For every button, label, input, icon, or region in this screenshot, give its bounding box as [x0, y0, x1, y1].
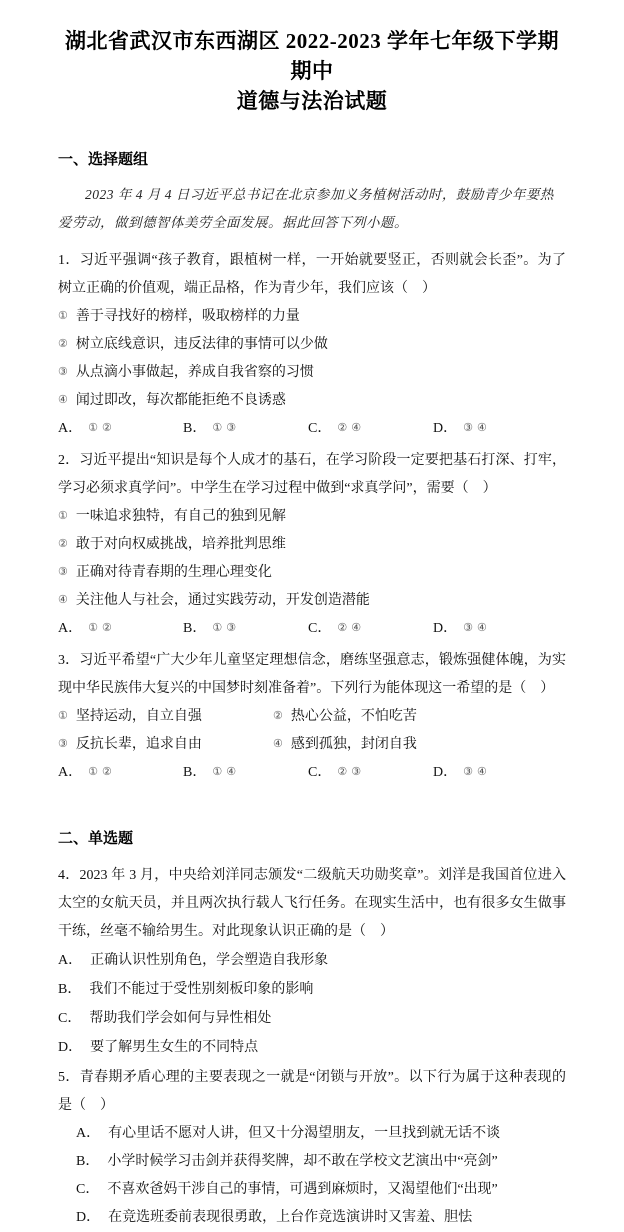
- answer-choice-c: [308, 759, 433, 787]
- answer-numbers: ①④: [212, 766, 241, 778]
- question-5-options: [58, 1120, 566, 1232]
- circled-number-2-icon: ②: [273, 710, 283, 722]
- answer-label: B．: [183, 765, 207, 780]
- option-text: 正确对待青春期的生理心理变化: [75, 565, 272, 580]
- option-text: 在竞选班委前表现很勇敢，上台作竞选演讲时又害羞、胆怯: [108, 1210, 473, 1225]
- question-3-answer-choices: [58, 759, 566, 787]
- answer-numbers: ③④: [463, 422, 491, 434]
- answer-label: A．: [58, 621, 83, 636]
- question-1-answer-choices: [58, 415, 566, 443]
- question-5-option-a: [76, 1120, 566, 1148]
- section-2-heading: 二、单选题: [58, 831, 134, 847]
- circled-number-4-icon: ④: [58, 394, 68, 406]
- document-title-line1: 湖北省武汉市东西湖区 2022-2023 学年七年级下学期期中: [65, 29, 559, 83]
- circled-number-3-icon: ③: [58, 566, 68, 578]
- answer-label: B．: [183, 621, 207, 636]
- circled-number-1-icon: ①: [58, 710, 68, 722]
- question-2-option-3: [58, 559, 566, 587]
- option-text: 感到孤独，封闭自我: [290, 737, 417, 752]
- option-text: 敢于对向权威挑战，培养批判思维: [75, 537, 286, 552]
- answer-choice-d: [433, 759, 558, 787]
- answer-label: D．: [433, 421, 458, 436]
- answer-choice-b: [183, 415, 308, 443]
- option-letter: A．: [76, 1126, 101, 1141]
- question-2-options: [58, 503, 566, 615]
- circled-number-1-icon: ①: [58, 510, 68, 522]
- option-text: 善于寻找好的榜样，吸取榜样的力量: [75, 309, 300, 324]
- circled-number-2-icon: ②: [58, 338, 68, 350]
- question-1-stem: 1．习近平强调“孩子教育，跟植树一样，一开始就要竖正，否则就会长歪”。为了树立正确的价值观，端正品格，作为青少年，我们应该（ ）: [58, 253, 566, 296]
- question-1-option-3: [58, 359, 566, 387]
- question-3-option-1: [58, 703, 273, 731]
- answer-numbers: ③④: [463, 622, 491, 634]
- question-3-option-2: [273, 703, 488, 731]
- answer-choice-c: [308, 615, 433, 643]
- option-letter: B．: [76, 1154, 100, 1169]
- answer-numbers: ②③: [337, 766, 366, 778]
- answer-label: B．: [183, 421, 207, 436]
- circled-number-1-icon: ①: [58, 310, 68, 322]
- option-text: 小学时候学习击剑并获得奖牌，却不敢在学校文艺演出中“亮剑”: [107, 1154, 498, 1169]
- question-1-option-1: [58, 303, 566, 331]
- answer-label: D．: [433, 621, 458, 636]
- question-2-answer-choices: [58, 615, 566, 643]
- answer-choice-a: [58, 615, 183, 643]
- answer-choice-d: [433, 615, 558, 643]
- answer-choice-a: [58, 415, 183, 443]
- question-3-options-row-2: [58, 731, 566, 759]
- option-letter: D．: [76, 1210, 101, 1225]
- answer-label: D．: [433, 765, 458, 780]
- answer-numbers: ②④: [337, 622, 366, 634]
- circled-number-4-icon: ④: [58, 594, 68, 606]
- option-text: 我们不能过于受性别刻板印象的影响: [89, 982, 314, 997]
- answer-label: A．: [58, 765, 83, 780]
- question-1-option-4: [58, 387, 566, 415]
- question-3-option-4: [273, 731, 488, 759]
- question-2-option-4: [58, 587, 566, 615]
- option-text: 不喜欢爸妈干涉自己的事情，可遇到麻烦时，又渴望他们“出现”: [107, 1182, 498, 1197]
- option-text: 有心里话不愿对人讲，但又十分渴望朋友，一旦找到就无话不谈: [108, 1126, 501, 1141]
- question-3-stem: 3．习近平希望“广大少年儿童坚定理想信念，磨练坚强意志，锻炼强健体魄，为实现中华民族伟大复兴的中国梦时刻准备着”。下列行为能体现这一希望的是（ ）: [58, 653, 566, 696]
- option-text: 闻过即改，每次都能拒绝不良诱惑: [75, 393, 286, 408]
- question-1-options: [58, 303, 566, 415]
- question-4-option-b: [58, 975, 566, 1004]
- question-3-option-3: [58, 731, 273, 759]
- question-4-option-a: [58, 946, 566, 975]
- question-4-stem: 4．2023 年 3 月，中央给刘洋同志颁发“二级航天功勋奖章”。刘洋是我国首位进入太空的女航天员，并且两次执行载人飞行任务。在现实生活中，也有很多女生做事干练，丝毫不输给男生。对此现象认识正确的是（ ）: [58, 868, 566, 939]
- answer-numbers: ①③: [212, 622, 241, 634]
- option-letter: D．: [58, 1040, 83, 1055]
- option-text: 坚持运动，自立自强: [75, 709, 202, 724]
- answer-choice-b: [183, 759, 308, 787]
- option-letter: A．: [58, 953, 83, 968]
- option-letter: C．: [76, 1182, 100, 1197]
- answer-choice-c: [308, 415, 433, 443]
- circled-number-2-icon: ②: [58, 538, 68, 550]
- question-5-option-c: [76, 1176, 566, 1204]
- option-letter: B．: [58, 982, 82, 997]
- answer-numbers: ①②: [88, 422, 116, 434]
- answer-choice-b: [183, 615, 308, 643]
- question-3-options: [58, 703, 566, 759]
- answer-numbers: ①③: [212, 422, 241, 434]
- circled-number-4-icon: ④: [273, 738, 283, 750]
- answer-choice-d: [433, 415, 558, 443]
- option-text: 要了解男生女生的不同特点: [90, 1040, 259, 1055]
- circled-number-3-icon: ③: [58, 738, 68, 750]
- question-5-stem: 5．青春期矛盾心理的主要表现之一就是“闭锁与开放”。以下行为属于这种表现的是（ ）: [58, 1070, 566, 1113]
- option-text: 关注他人与社会，通过实践劳动，开发创造潜能: [75, 593, 370, 608]
- document-title: [58, 26, 566, 116]
- answer-label: A．: [58, 421, 83, 436]
- question-3-options-row-1: [58, 703, 566, 731]
- question-4-option-c: [58, 1004, 566, 1033]
- question-2-stem: 2．习近平提出“知识是每个人成才的基石，在学习阶段一定要把基石打深、打牢，学习必须求真学问”。中学生在学习过程中做到“求真学问”，需要（ ）: [58, 453, 566, 496]
- question-group-intro: 2023 年 4 月 4 日习近平总书记在北京参加义务植树活动时，鼓励青少年要热爱劳动，做到德智体美劳全面发展。据此回答下列小题。: [58, 187, 554, 230]
- circled-number-3-icon: ③: [58, 366, 68, 378]
- question-5-option-b: [76, 1148, 566, 1176]
- answer-label: C．: [308, 621, 332, 636]
- document-title-line2: 道德与法治试题: [236, 89, 388, 113]
- answer-label: C．: [308, 765, 332, 780]
- section-1-heading: 一、选择题组: [58, 152, 149, 168]
- option-text: 热心公益，不怕吃苦: [290, 709, 417, 724]
- question-1-option-2: [58, 331, 566, 359]
- option-text: 从点滴小事做起，养成自我省察的习惯: [75, 365, 314, 380]
- question-4-option-d: [58, 1033, 566, 1062]
- option-text: 树立底线意识，违反法律的事情可以少做: [75, 337, 328, 352]
- answer-numbers: ①②: [88, 622, 116, 634]
- answer-numbers: ③④: [463, 766, 491, 778]
- option-text: 一味追求独特，有自己的独到见解: [75, 509, 286, 524]
- answer-numbers: ②④: [337, 422, 366, 434]
- option-text: 正确认识性别角色，学会塑造自我形象: [90, 953, 329, 968]
- question-2-option-1: [58, 503, 566, 531]
- question-2-option-2: [58, 531, 566, 559]
- question-5-option-d: [76, 1204, 566, 1232]
- option-text: 反抗长辈，追求自由: [75, 737, 202, 752]
- option-letter: C．: [58, 1011, 82, 1026]
- answer-choice-a: [58, 759, 183, 787]
- option-text: 帮助我们学会如何与异性相处: [89, 1011, 272, 1026]
- answer-numbers: ①②: [88, 766, 116, 778]
- answer-label: C．: [308, 421, 332, 436]
- question-4-options: [58, 946, 566, 1062]
